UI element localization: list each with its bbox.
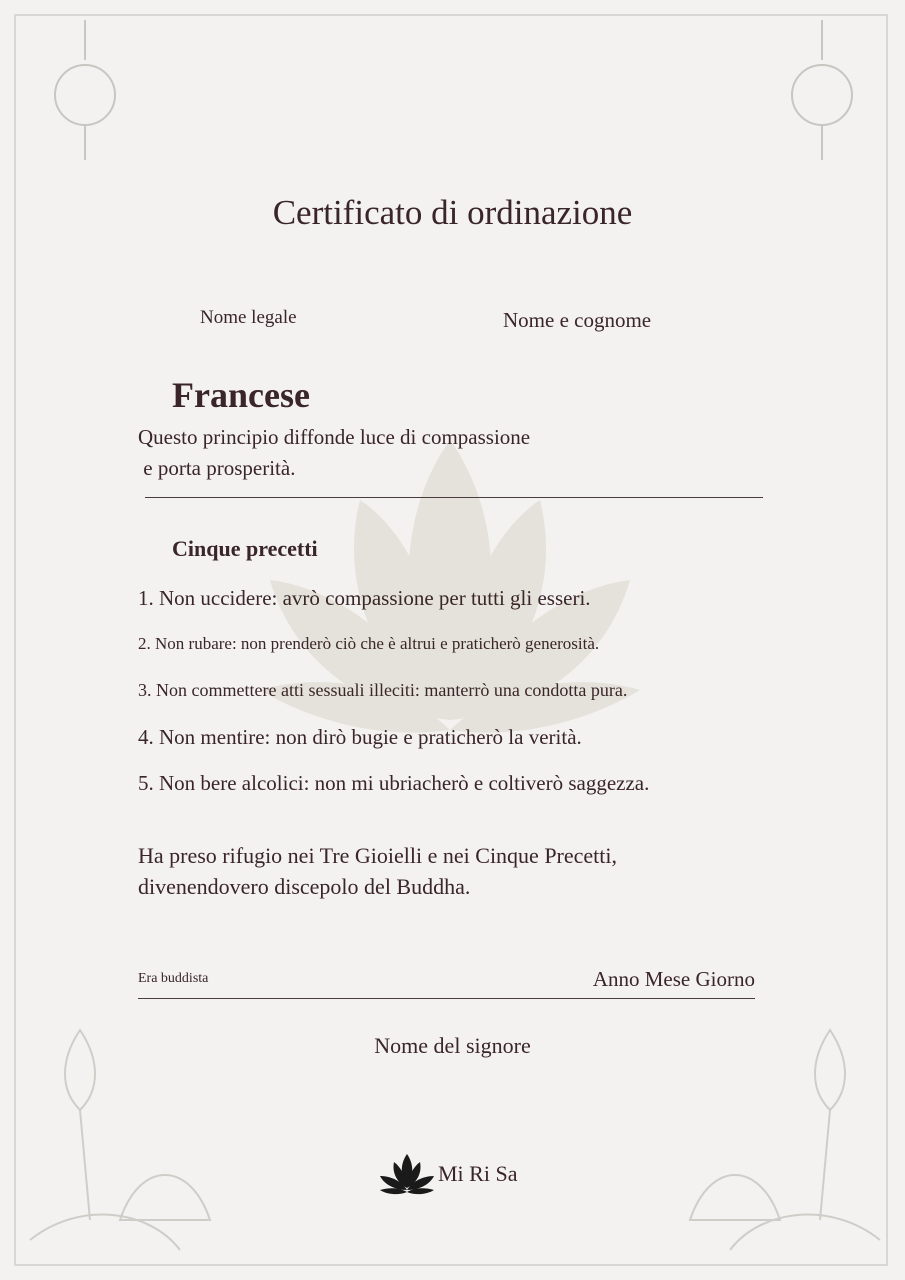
certificate-title: Certificato di ordinazione [272,193,633,232]
refuge-line1: Ha preso rifugio nei Tre Gioielli e nei Cinque Precetti, [138,843,618,868]
legal-name-label: Nome legale [200,307,297,328]
brand-name: Mi Ri Sa [438,1161,518,1186]
date-line [138,998,755,999]
master-label: Nome del signore [374,1033,531,1058]
dharma-name: Francese [172,375,310,415]
precept-item: 5. Non bere alcolici: non mi ubriacherò e coltiverò saggezza. [138,771,650,795]
lantern-icon-left [45,20,125,170]
precept-item: 2. Non rubare: non prenderò ciò che è altrui e praticherò generosità. [138,634,600,653]
precept-item: 1. Non uccidere: avrò compassione per tutti gli esseri. [138,586,591,610]
divider [145,497,763,498]
dharma-description-line2: e porta prosperità. [138,456,296,480]
full-name-label: Nome e cognome [503,308,652,332]
brand-logo [378,1152,517,1196]
refuge-line2: divenendovero discepolo del Buddha. [138,874,471,899]
precept-item: 4. Non mentire: non dirò bugie e praticherò la verità. [138,725,582,749]
era-label: Era buddista [138,971,209,986]
precept-item: 3. Non commettere atti sessuali illeciti: manterrò una condotta pura. [138,680,628,700]
date-label: Anno Mese Giorno [592,967,755,991]
lotus-logo-icon [378,1152,436,1196]
precepts-heading: Cinque precetti [172,536,318,561]
lantern-icon-right [782,20,862,170]
dharma-description-line1: Questo principio diffonde luce di compassione [138,425,531,449]
